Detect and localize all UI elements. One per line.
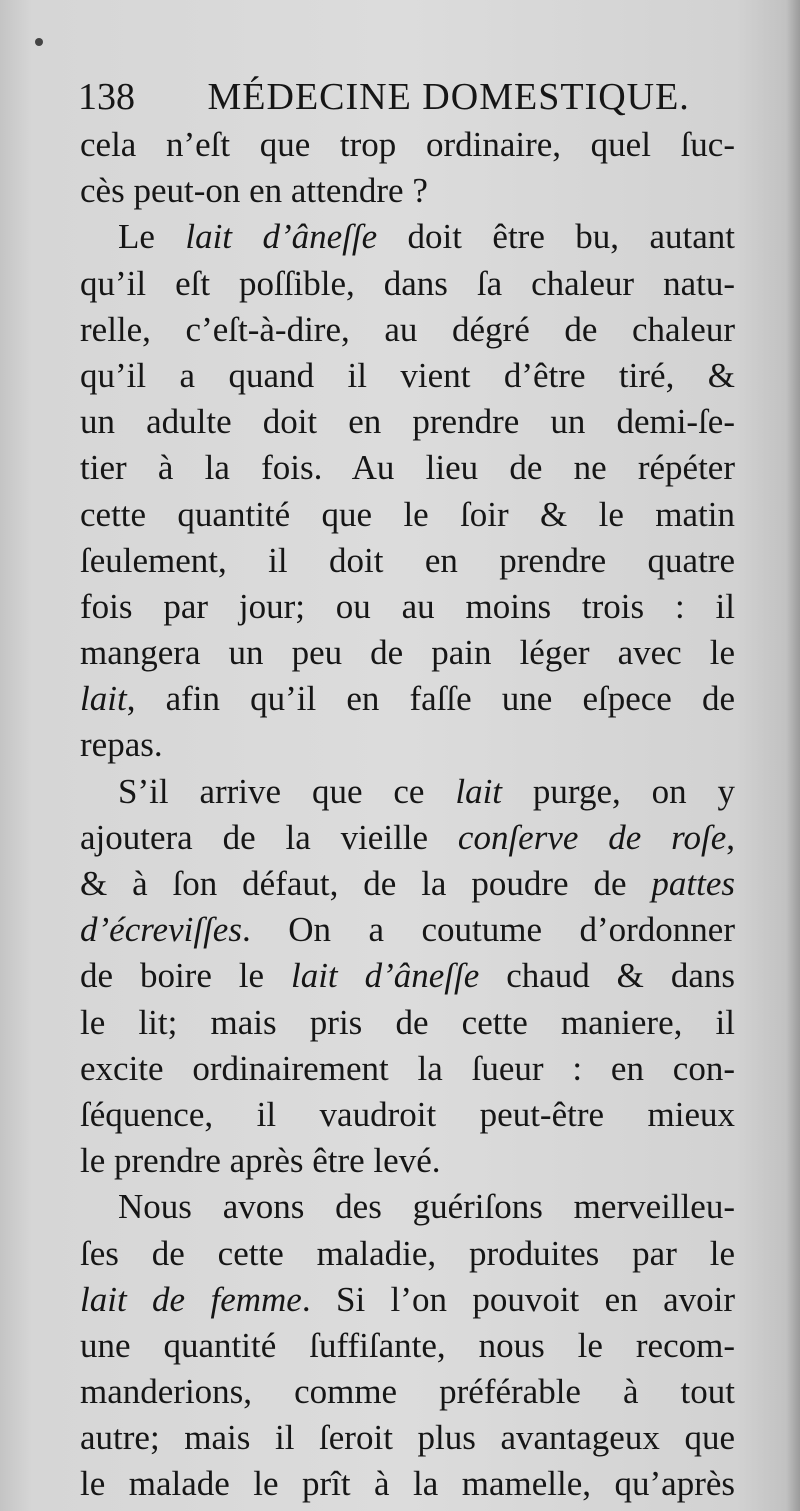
text-line [80, 953, 735, 999]
text-line [80, 1000, 735, 1046]
text-line [80, 214, 735, 260]
body-text [80, 122, 735, 1508]
text-line [80, 630, 735, 676]
text-segment: le malade le prît à la mamelle, qu’après [80, 1464, 735, 1504]
text-line [80, 307, 735, 353]
text-segment: qu’il eſt poſſible, dans ſa chaleur natu- [80, 263, 735, 303]
italic-text: lait de femme [80, 1279, 302, 1319]
text-segment: purge, on y [502, 771, 736, 811]
italic-text: lait [455, 771, 503, 811]
text-segment: repas. [80, 725, 163, 765]
text-line [80, 168, 735, 214]
text-line [80, 1461, 735, 1507]
text-segment: une quantité ſuffiſante, nous le recom- [80, 1325, 735, 1365]
text-segment: ſeulement, il doit en prendre quatre [80, 540, 735, 580]
text-line [80, 353, 735, 399]
text-segment: ſéquence, il vaudroit peut-être mieux [80, 1094, 735, 1134]
text-segment: excite ordinairement la ſueur : en con- [80, 1048, 735, 1088]
text-segment: cette quantité que le ſoir & le matin [80, 494, 735, 534]
text-segment: , [726, 817, 735, 857]
text-line [80, 1138, 735, 1184]
page-edge-shadow [786, 0, 800, 1511]
text-line [80, 1184, 735, 1230]
text-segment: autre; mais il ſeroit plus avantageux que [80, 1418, 735, 1458]
text-segment: le prendre après être levé. [80, 1141, 441, 1181]
text-line [80, 1369, 735, 1415]
text-segment: le lit; mais pris de cette maniere, il [80, 1002, 735, 1042]
italic-text: lait d’âneſſe [185, 217, 378, 257]
italic-text: lait d’âneſſe [290, 956, 480, 996]
text-segment: qu’il a quand il vient d’être tiré, & [80, 355, 735, 395]
text-segment: doit être bu, autant [377, 217, 735, 257]
italic-text: conſerve de roſe [457, 817, 727, 857]
text-segment: . On a coutume d’ordonner [241, 910, 735, 950]
text-segment: cela n’eſt que trop ordinaire, quel ſuc- [80, 125, 735, 164]
text-segment: un adulte doit en prendre un demi-ſe- [80, 402, 735, 442]
text-line [80, 907, 735, 953]
text-line [80, 584, 735, 630]
text-segment: & à ſon défaut, de la poudre de [80, 864, 652, 903]
text-line [80, 815, 735, 861]
page-number: 138 [78, 76, 135, 118]
text-segment: chaud & dans [479, 956, 735, 996]
text-segment: manderions, comme préférable à tout [80, 1372, 735, 1412]
text-segment: Nous avons des guériſons merveilleu- [118, 1187, 735, 1227]
text-line [80, 1046, 735, 1092]
text-segment: mangera un peu de pain léger avec le [80, 633, 735, 673]
paper-speck [35, 38, 43, 46]
text-line [80, 722, 735, 768]
text-segment: de boire le [80, 956, 291, 996]
text-segment: relle, c’eſt-à-dire, au dégré de chaleur [80, 309, 735, 349]
text-line [80, 538, 735, 584]
text-line [80, 1231, 735, 1277]
text-segment: S’il arrive que ce [118, 771, 456, 811]
text-segment: tier à la fois. Au lieu de ne répéter [80, 448, 735, 488]
text-line [80, 399, 735, 445]
text-line [80, 261, 735, 307]
text-line [80, 861, 735, 907]
text-line [80, 445, 735, 491]
text-segment: Le [118, 217, 186, 257]
text-segment: , afin qu’il en faſſe une eſpece de [126, 679, 735, 719]
text-line [80, 1277, 735, 1323]
text-line [80, 1092, 735, 1138]
text-segment: . Si l’on pouvoit en avoir [301, 1279, 736, 1319]
running-title: MÉDECINE DOMESTIQUE. [207, 76, 690, 118]
text-line [80, 122, 735, 168]
italic-text: lait [80, 679, 127, 719]
text-segment: ſes de cette maladie, produites par le [80, 1233, 735, 1273]
italic-text: d’écreviſſes [80, 910, 242, 950]
italic-text: pattes [651, 864, 735, 903]
text-segment: cès peut-on en attendre ? [80, 171, 428, 211]
text-segment: ajoutera de la vieille [80, 817, 458, 857]
text-line [80, 1415, 735, 1461]
text-line [80, 492, 735, 538]
text-segment: fois par jour; ou au moins trois : il [80, 586, 735, 626]
running-header [78, 72, 738, 122]
text-line [80, 676, 735, 722]
text-line [80, 1323, 735, 1369]
text-line [80, 769, 735, 815]
